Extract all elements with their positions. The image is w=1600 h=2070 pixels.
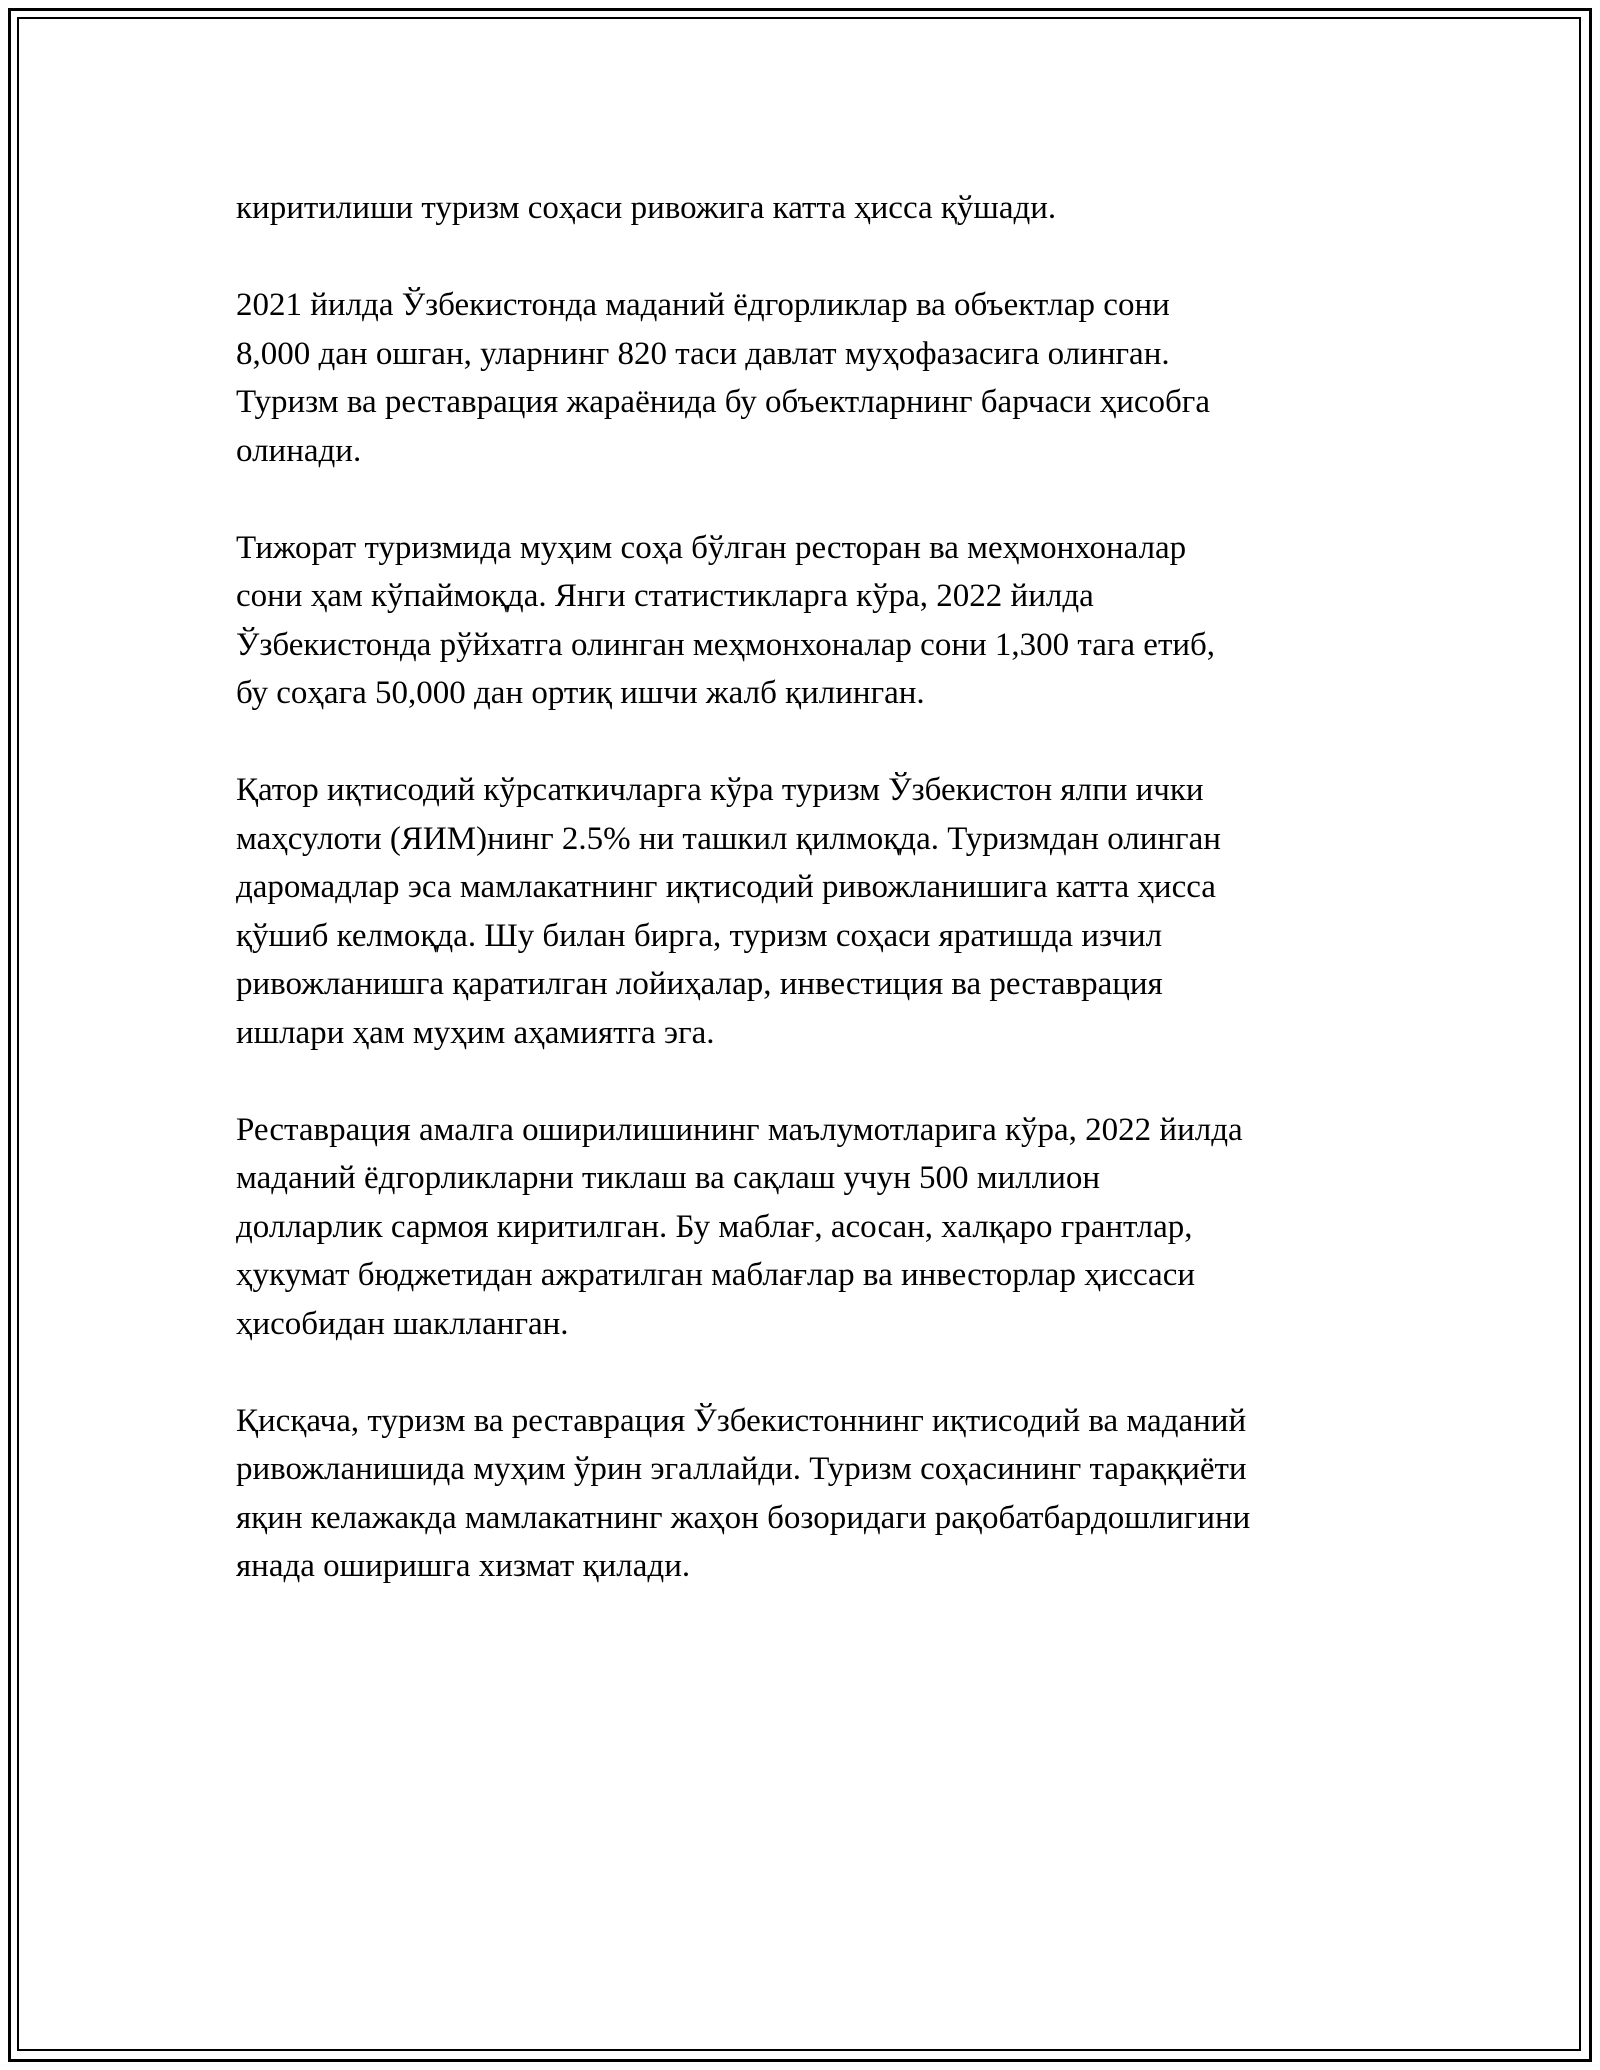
text-line: маданий ёдгорликларни тиклаш ва сақлаш учун 500 миллион (236, 1160, 1101, 1196)
paragraph-1 (236, 184, 1416, 233)
text-line: ривожланишга қаратилган лойиҳалар, инвестиция ва реставрация (236, 966, 1163, 1002)
document-body (236, 184, 1416, 1639)
text-line: Қисқача, туризм ва реставрация Ўзбекистоннинг иқтисодий ва маданий (236, 1402, 1247, 1439)
text-line: Қатор иқтисодий кўрсаткичларга кўра туризм Ўзбекистон ялпи ички (236, 772, 1204, 808)
text-line: қўшиб келмоқда. Шу билан бирга, туризм соҳаси яратишда изчил (236, 917, 1163, 954)
text-line: 8,000 дан ошган, уларнинг 820 таси давлат муҳофазасига олинган. (236, 335, 1170, 372)
text-line: ҳисобидан шаклланган. (236, 1305, 569, 1342)
paragraph-2 (236, 281, 1416, 475)
text-line: ривожланишида муҳим ўрин эгаллайди. Туризм соҳасининг тараққиёти (236, 1451, 1247, 1487)
text-line: ишлари ҳам муҳим аҳамиятга эга. (236, 1014, 715, 1051)
text-line: долларлик сармоя киритилган. Бу маблағ, асосан, халқаро грантлар, (236, 1208, 1193, 1245)
paragraph-4 (236, 766, 1416, 1057)
text-line: Туризм ва реставрация жараёнида бу объектларнинг барчаси ҳисобга (236, 384, 1210, 420)
text-line: олинади. (236, 432, 362, 469)
text-line: яқин келажакда мамлакатнинг жаҳон бозоридаги рақобатбардошлигини (236, 1499, 1251, 1536)
paragraph-6 (236, 1397, 1416, 1591)
paragraph-3 (236, 524, 1416, 718)
text-line: 2021 йилда Ўзбекистонда маданий ёдгорликлар ва объектлар сони (236, 287, 1170, 323)
text-line: бу соҳага 50,000 дан ортиқ ишчи жалб қилинган. (236, 675, 925, 711)
text-line: ҳукумат бюджетидан ажратилган маблағлар ва инвесторлар ҳиссаси (236, 1257, 1196, 1293)
text-line: Ўзбекистонда рўйхатга олинган меҳмонхоналар сони 1,300 тага етиб, (236, 626, 1216, 663)
text-line: маҳсулоти (ЯИМ)нинг 2.5% ни ташкил қилмоқда. Туризмдан олинган (236, 820, 1221, 857)
text-line: киритилиши туризм соҳаси ривожига катта ҳисса қўшади. (236, 190, 1057, 226)
text-line: Реставрация амалга оширилишининг маълумотларига кўра, 2022 йилда (236, 1111, 1243, 1148)
paragraph-5 (236, 1106, 1416, 1349)
text-line: янада оширишга хизмат қилади. (236, 1548, 691, 1584)
text-line: сони ҳам кўпаймоқда. Янги статистикларга кўра, 2022 йилда (236, 578, 1094, 614)
text-line: даромадлар эса мамлакатнинг иқтисодий ривожланишига катта ҳисса (236, 869, 1216, 905)
text-line: Тижорат туризмида муҳим соҳа бўлган ресторан ва меҳмонхоналар (236, 529, 1187, 566)
